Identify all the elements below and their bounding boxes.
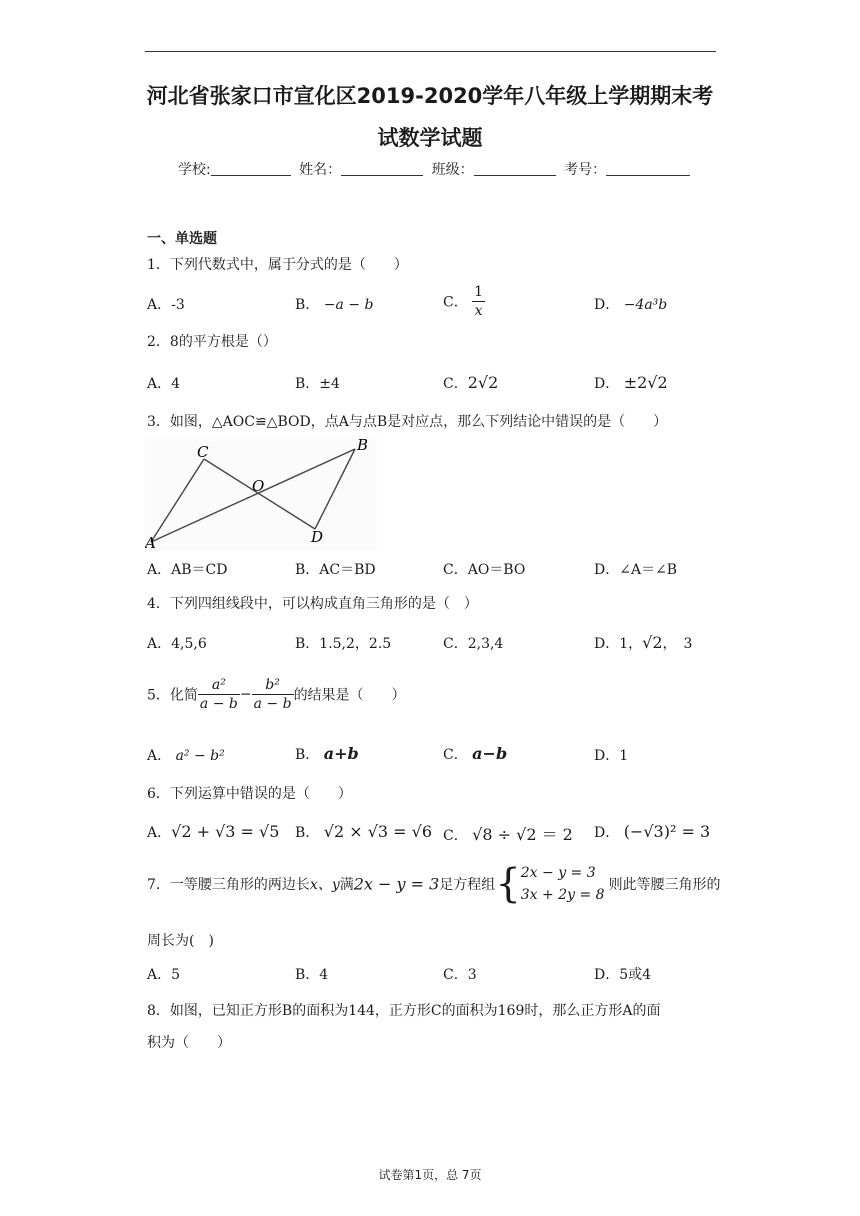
student-info-row — [178, 159, 694, 179]
q2-option-c: C．2√2 — [443, 373, 499, 392]
q7-option-d: D．5或4 — [594, 967, 652, 983]
q2-option-d: D． ±2√2 — [594, 373, 668, 392]
q1-option-d: D． −4a³b — [594, 297, 668, 313]
label-a: A — [145, 534, 156, 551]
q1-stem: 1．下列代数式中，属于分式的是（ ） — [147, 257, 408, 273]
q1-option-b: B． −a − b — [295, 297, 374, 313]
q3-option-b: B．AC＝BD — [295, 562, 376, 578]
q5-option-a: A． a² − b² — [147, 748, 225, 764]
q2-stem: 2．8的平方根是（） — [147, 334, 277, 350]
q2-option-b: B．±4 — [295, 376, 340, 392]
q5-option-d: D．1 — [594, 748, 629, 764]
q7-option-b: B．4 — [295, 967, 329, 983]
label-d: D — [311, 528, 324, 546]
page-footer: 试卷第1页，总 7页 — [378, 1168, 482, 1182]
q5-stem: 5．化简 $\frac{\text{a²}}{a - b}$ − $\frac{\text{b²}}{a - b}$ 的结果是（ ） — [147, 677, 406, 712]
q7-stem-line2: 周长为( ) — [147, 933, 214, 949]
header-rule — [145, 51, 716, 52]
q8-stem-line1: 8．如图，已知正方形B的面积为144，正方形C的面积为169时，那么正方形A的面 — [147, 1003, 661, 1019]
q6-option-a: A．√2 + √3 = √5 — [147, 822, 280, 841]
q4-option-d: D．1，√2， 3 — [594, 633, 693, 652]
q4-stem: 4．下列四组线段中，可以构成直角三角形的是（ ） — [147, 596, 478, 612]
q5-option-b: B． a+b — [295, 744, 359, 763]
section-heading: 一、单选题 — [147, 231, 217, 247]
q2-option-a: A．4 — [147, 376, 181, 392]
name-blank[interactable] — [341, 161, 423, 176]
q3-stem: 3．如图，△AOC≌△BOD，点A与点B是对应点，那么下列结论中错误的是（ ） — [147, 414, 668, 430]
label-c: C — [197, 443, 209, 461]
school-blank[interactable] — [211, 161, 291, 176]
q7-equation-system: 2x − y = 3 3x + 2y = 8 — [520, 865, 605, 903]
q6-option-c: C． √8 ÷ √2 ＝ 2 — [443, 825, 573, 844]
exam-title-line1: 河北省张家口市宣化区2019-2020学年八年级上学期期末考 — [146, 84, 714, 108]
q3-option-a: A．AB＝CD — [147, 562, 228, 578]
q6-option-b: B． √2 × √3 = √6 — [295, 822, 433, 841]
q4-option-c: C．2,3,4 — [443, 636, 504, 652]
class-label: 班级： — [431, 162, 474, 178]
q5-option-c: C． a−b — [443, 744, 508, 763]
label-b: B — [357, 436, 369, 454]
q6-stem: 6．下列运算中错误的是（ ） — [147, 786, 352, 802]
q1-option-c: C． $\frac{1}{x}$ — [443, 284, 484, 319]
q7-option-c: C．3 — [443, 967, 477, 983]
q5-fraction-1: $\frac{\text{a²}}{a - b}$ — [199, 677, 238, 712]
q4-option-b: B．1.5,2，2.5 — [295, 636, 392, 652]
exam-title-line2: 试数学试题 — [377, 126, 483, 150]
q8-stem-line2: 积为（ ） — [147, 1035, 231, 1051]
q1-option-a: A．-3 — [147, 297, 185, 313]
q3-figure — [145, 436, 377, 551]
number-blank[interactable] — [606, 161, 690, 176]
q5-fraction-2: $\frac{\text{b²}}{a - b}$ — [253, 677, 292, 712]
q4-option-a: A．4,5,6 — [147, 636, 207, 652]
label-o: O — [252, 477, 265, 495]
number-label: 考号： — [564, 162, 607, 178]
class-blank[interactable] — [474, 161, 556, 176]
q3-option-d: D．∠A＝∠B — [594, 562, 678, 578]
q3-option-c: C．AO＝BO — [443, 562, 526, 578]
school-label: 学校: — [178, 162, 211, 178]
q6-option-d: D． (−√3)² = 3 — [594, 822, 711, 841]
q7-stem: 7．一等腰三角形的两边长x、y满2x − y = 3足方程组{ 2x − y = 3 3x + 2y = 8 则此等腰三角形的 — [147, 861, 721, 907]
q7-option-a: A．5 — [147, 967, 181, 983]
name-label: 姓名： — [299, 162, 342, 178]
